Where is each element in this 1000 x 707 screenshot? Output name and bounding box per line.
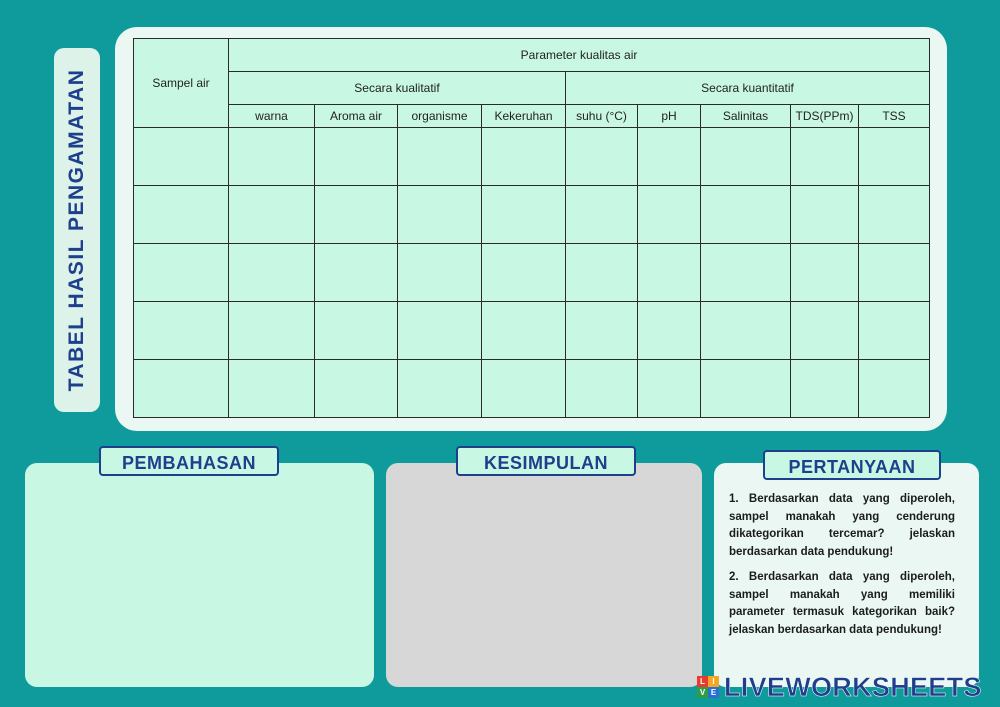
table-cell[interactable] — [791, 128, 859, 186]
table-cell[interactable] — [638, 186, 701, 244]
table-cell[interactable] — [566, 302, 638, 360]
column-header: pH — [638, 105, 701, 128]
table-row — [134, 360, 930, 418]
table-cell[interactable] — [859, 244, 930, 302]
table-cell[interactable] — [701, 360, 791, 418]
table-row — [134, 128, 930, 186]
table-cell[interactable] — [701, 244, 791, 302]
qualitative-header: Secara kualitatif — [229, 72, 566, 105]
table-cell[interactable] — [134, 244, 229, 302]
table-cell[interactable] — [134, 360, 229, 418]
table-cell[interactable] — [482, 128, 566, 186]
table-cell[interactable] — [791, 186, 859, 244]
column-header: Kekeruhan — [482, 105, 566, 128]
table-cell[interactable] — [134, 186, 229, 244]
side-title-panel — [54, 48, 100, 412]
table-cell[interactable] — [859, 186, 930, 244]
column-header: TSS — [859, 105, 930, 128]
column-header: Aroma air — [315, 105, 398, 128]
pembahasan-answer-box[interactable] — [25, 463, 374, 687]
table-row — [134, 302, 930, 360]
table-cell[interactable] — [315, 186, 398, 244]
table-cell[interactable] — [638, 360, 701, 418]
column-header: TDS(PPm) — [791, 105, 859, 128]
question-2: 2. Berdasarkan data yang diperoleh, sampel manakah yang memiliki parameter termasuk kategorikan baik? jelaskan berdasarkan data pendukung! — [729, 571, 955, 636]
table-cell[interactable] — [134, 128, 229, 186]
pembahasan-label: PEMBAHASAN — [99, 446, 279, 476]
table-cell[interactable] — [398, 128, 482, 186]
table-cell[interactable] — [229, 360, 315, 418]
table-cell[interactable] — [638, 244, 701, 302]
table-cell[interactable] — [638, 302, 701, 360]
table-cell[interactable] — [482, 244, 566, 302]
column-header: Salinitas — [701, 105, 791, 128]
table-cell[interactable] — [482, 186, 566, 244]
table-cell[interactable] — [701, 128, 791, 186]
table-cell[interactable] — [482, 302, 566, 360]
table-cell[interactable] — [229, 244, 315, 302]
observation-table — [133, 38, 930, 418]
logo-letter: I — [708, 676, 719, 687]
table-cell[interactable] — [482, 360, 566, 418]
parameter-header: Parameter kualitas air — [229, 39, 930, 72]
table-cell[interactable] — [229, 128, 315, 186]
kesimpulan-label: KESIMPULAN — [456, 446, 636, 476]
table-cell[interactable] — [638, 128, 701, 186]
sample-header: Sampel air — [134, 39, 229, 128]
table-cell[interactable] — [859, 302, 930, 360]
table-cell[interactable] — [315, 244, 398, 302]
table-cell[interactable] — [315, 128, 398, 186]
question-list — [729, 491, 955, 647]
logo-letter: V — [697, 687, 708, 698]
table-cell[interactable] — [791, 302, 859, 360]
column-header: warna — [229, 105, 315, 128]
table-cell[interactable] — [791, 244, 859, 302]
pertanyaan-label: PERTANYAAN — [763, 450, 941, 480]
table-cell[interactable] — [791, 360, 859, 418]
table-cell[interactable] — [398, 302, 482, 360]
table-cell[interactable] — [566, 244, 638, 302]
table-cell[interactable] — [701, 186, 791, 244]
table-cell[interactable] — [566, 128, 638, 186]
liveworksheets-brand — [697, 672, 982, 702]
table-cell[interactable] — [315, 302, 398, 360]
column-header: suhu (°C) — [566, 105, 638, 128]
table-cell[interactable] — [566, 186, 638, 244]
table-cell[interactable] — [859, 128, 930, 186]
logo-letter: L — [697, 676, 708, 687]
table-cell[interactable] — [134, 302, 229, 360]
table-cell[interactable] — [566, 360, 638, 418]
table-cell[interactable] — [398, 360, 482, 418]
brand-name: LIVEWORKSHEETS — [724, 671, 982, 702]
logo-letter: E — [708, 687, 719, 698]
question-1: 1. Berdasarkan data yang diperoleh, sampel manakah yang cenderung dikategorikan tercemar? jelaskan berdasarkan data pendukung! — [729, 493, 955, 558]
quantitative-header: Secara kuantitatif — [566, 72, 930, 105]
table-cell[interactable] — [398, 244, 482, 302]
side-title: TABEL HASIL PENGAMATAN — [65, 68, 88, 392]
table-row — [134, 244, 930, 302]
table-cell[interactable] — [398, 186, 482, 244]
table-cell[interactable] — [229, 302, 315, 360]
observation-table-panel — [115, 27, 947, 431]
kesimpulan-answer-box[interactable] — [386, 463, 702, 687]
table-cell[interactable] — [701, 302, 791, 360]
table-cell[interactable] — [315, 360, 398, 418]
column-header: organisme — [398, 105, 482, 128]
table-row — [134, 186, 930, 244]
table-cell[interactable] — [859, 360, 930, 418]
table-cell[interactable] — [229, 186, 315, 244]
liveworksheets-logo-icon — [697, 676, 719, 698]
